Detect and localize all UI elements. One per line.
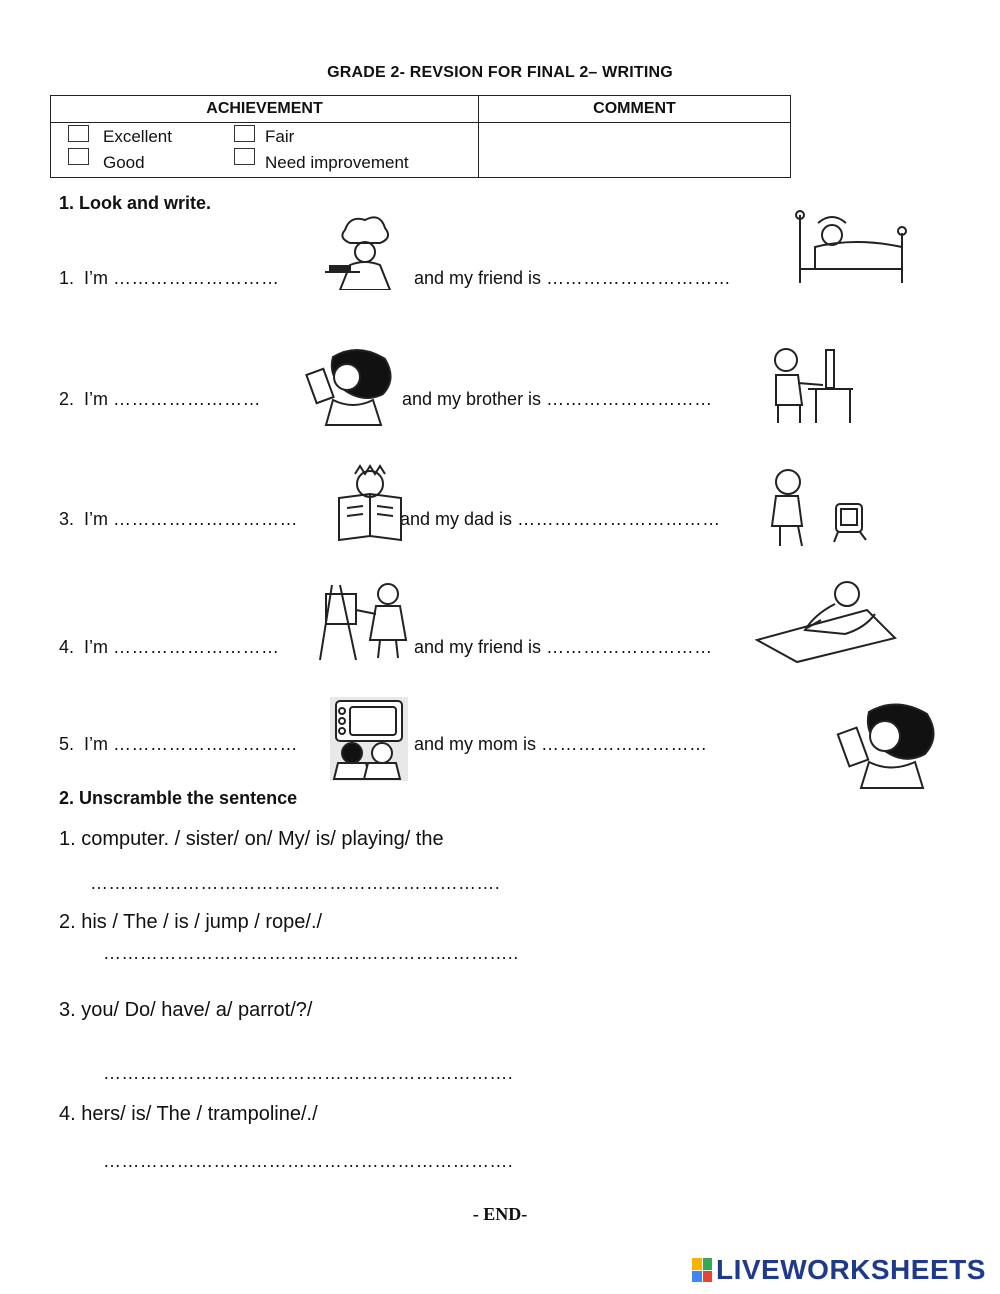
option-fair-label: Fair [265,127,295,146]
cook-icon [320,210,410,290]
checkbox-fair[interactable] [234,125,255,142]
look-write-item-3: 3. I’m ………………………… [59,509,299,529]
checkbox-excellent[interactable] [68,125,89,142]
option-need-improvement-label: Need improvement [265,153,409,172]
look-write-item-1-second: and my friend is ………………………… [414,268,732,288]
answer-blank[interactable]: …………………………… [517,509,721,529]
computer-icon [768,345,860,427]
look-write-item-5-second: and my mom is ……………………… [414,734,708,754]
answer-blank[interactable]: ………………………… [113,509,299,529]
scramble-item-2: 2. his / The / is / jump / rope/./ [59,911,323,933]
look-write-item-5: 5. I’m ………………………… [59,734,299,754]
look-write-item-3-second: and my dad is …………………………… [400,509,721,529]
comment-cell[interactable] [479,123,791,178]
draw-icon [755,580,897,665]
answer-blank[interactable]: ……………………… [541,734,708,754]
answer-line-3[interactable]: …………………………………………………………. [103,1063,514,1083]
look-write-item-2: 2. I’m …………………… [59,389,262,409]
section1-heading: 1. Look and write. [59,193,212,213]
checkbox-good[interactable] [68,148,89,165]
worksheet-title: GRADE 2- REVSION FOR FINAL 2– WRITING [327,64,673,81]
look-write-item-4-second: and my friend is ……………………… [414,637,713,657]
paint-icon [318,580,410,662]
answer-blank[interactable]: ………………………… [546,268,732,288]
watch-tv-icon [768,462,873,550]
rubric-table [50,95,791,178]
answer-line-4[interactable]: …………………………………………………………. [103,1151,514,1171]
answer-blank[interactable]: ………………………… [113,734,299,754]
drink-icon [303,345,395,427]
read-icon [335,462,405,544]
brand-name: LIVEWORKSHEETS [716,1254,986,1285]
brand-logo-icon [692,1258,712,1282]
look-write-item-4: 4. I’m ……………………… [59,637,280,657]
liveworksheets-logo [692,1254,986,1286]
answer-blank[interactable]: ……………………… [113,268,280,288]
achievement-cell [51,123,479,178]
answer-line-1[interactable]: …………………………………………………………. [90,873,501,893]
answer-blank[interactable]: ……………………… [546,389,713,409]
answer-blank[interactable]: ……………………… [546,637,713,657]
scramble-item-1: 1. computer. / sister/ on/ My/ is/ playing/ the [59,828,444,850]
option-good-label: Good [103,153,145,172]
section2-heading: 2. Unscramble the sentence [59,788,298,808]
look-write-item-2-second: and my brother is ……………………… [402,389,713,409]
answer-blank[interactable]: …………………… [113,389,262,409]
sleep-icon [790,205,910,285]
tv-kids-icon [330,697,408,781]
end-marker: - END- [472,1204,528,1224]
look-write-item-1: 1. I’m ……………………… [59,268,280,288]
checkbox-need-improvement[interactable] [234,148,255,165]
answer-line-2[interactable]: ………………………………………………………….. [103,943,519,963]
drink-icon [835,700,939,790]
achievement-header: ACHIEVEMENT [51,96,479,123]
comment-header: COMMENT [479,96,791,123]
scramble-item-3: 3. you/ Do/ have/ a/ parrot/?/ [59,999,313,1021]
option-excellent-label: Excellent [103,127,172,146]
scramble-item-4: 4. hers/ is/ The / trampoline/./ [59,1103,318,1125]
answer-blank[interactable]: ……………………… [113,637,280,657]
